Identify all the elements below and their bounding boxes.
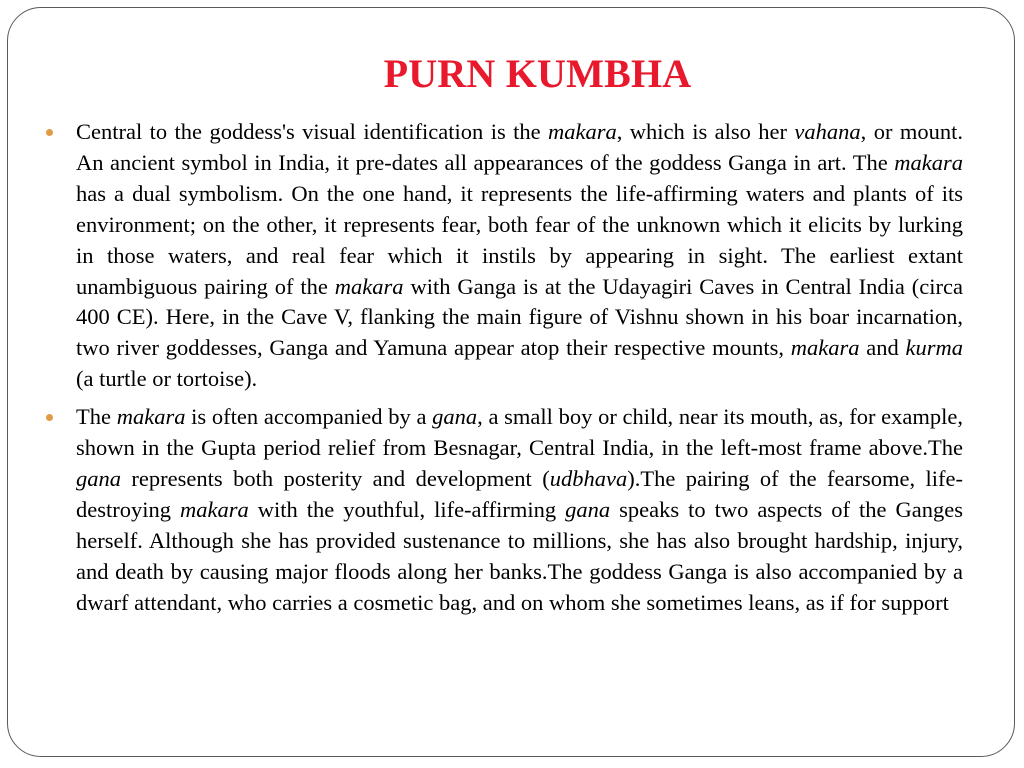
text-segment: Central to the goddess's visual identification is the [76, 119, 549, 144]
text-segment-italic: makara [790, 335, 860, 361]
text-segment: with Ganga is at the Udayagiri Caves in Central India (circa 400 CE). Here, in the Cave V, flanking the main figure of Vishnu shown in his boar incarnation, two river goddesses, Ganga and Yamuna appear atop their respective mounts, [76, 273, 963, 361]
text-segment: ).The pairing of the fearsome, life-destroying [76, 465, 963, 522]
bullet-dot-icon [46, 129, 53, 136]
text-segment: , a small boy or child, near its mouth, as, for example, shown in the Gupta period relief from Besnagar, Central India, in the left-most frame above.The [76, 404, 963, 461]
text-segment-italic: makara [894, 149, 963, 175]
text-segment: represents both posterity and development ( [121, 465, 550, 491]
bullet-text [76, 119, 963, 391]
text-segment-italic: makara [116, 404, 186, 430]
bullet-item-1 [0, 117, 963, 395]
text-segment-italic: vahana [794, 119, 861, 144]
text-segment: (a turtle or tortoise). [76, 366, 258, 392]
text-segment: with the youthful, life-affirming [248, 496, 566, 522]
text-segment: The [76, 404, 117, 430]
text-segment-italic: makara [548, 119, 617, 144]
text-segment: has a dual symbolism. On the one hand, it represents the life-affirming waters and plants of its environment; on the other, it represents fear, both fear of the unknown which it elicits by lurking in those waters, and real fear which it instils by appearing in sight. The earliest extant unambiguous pairing of the [76, 180, 963, 299]
text-segment-italic: gana [432, 404, 478, 430]
text-segment-italic: gana [565, 496, 611, 522]
text-segment-italic: gana [76, 465, 121, 491]
text-segment: , or mount. An ancient symbol in India, it pre-dates all appearances of the goddess Ganga in art. The [76, 119, 963, 175]
bullet-item-2 [0, 402, 963, 618]
bullet-text [76, 404, 963, 614]
slide-title: PURN KUMBHA [383, 51, 692, 96]
text-segment: , which is also her [616, 119, 795, 144]
text-segment-italic: makara [334, 273, 404, 299]
text-segment: speaks to two aspects of the Ganges herself. Although she has provided sustenance to millions, she has also brought hardship, injury, and death by causing major floods along her banks.The goddess Ganga is also accompanied by a dwarf attendant, who carries a cosmetic bag, and on whom she sometimes leans, as if for support [76, 496, 963, 615]
text-segment-italic: makara [179, 496, 249, 522]
bullet-dot-icon [46, 414, 53, 421]
text-segment-italic: udbhava [549, 465, 628, 491]
text-segment-italic: kurma [905, 335, 963, 361]
bullet-list [0, 117, 1024, 619]
text-segment: and [859, 335, 906, 361]
text-segment: is often accompanied by a [185, 404, 433, 430]
